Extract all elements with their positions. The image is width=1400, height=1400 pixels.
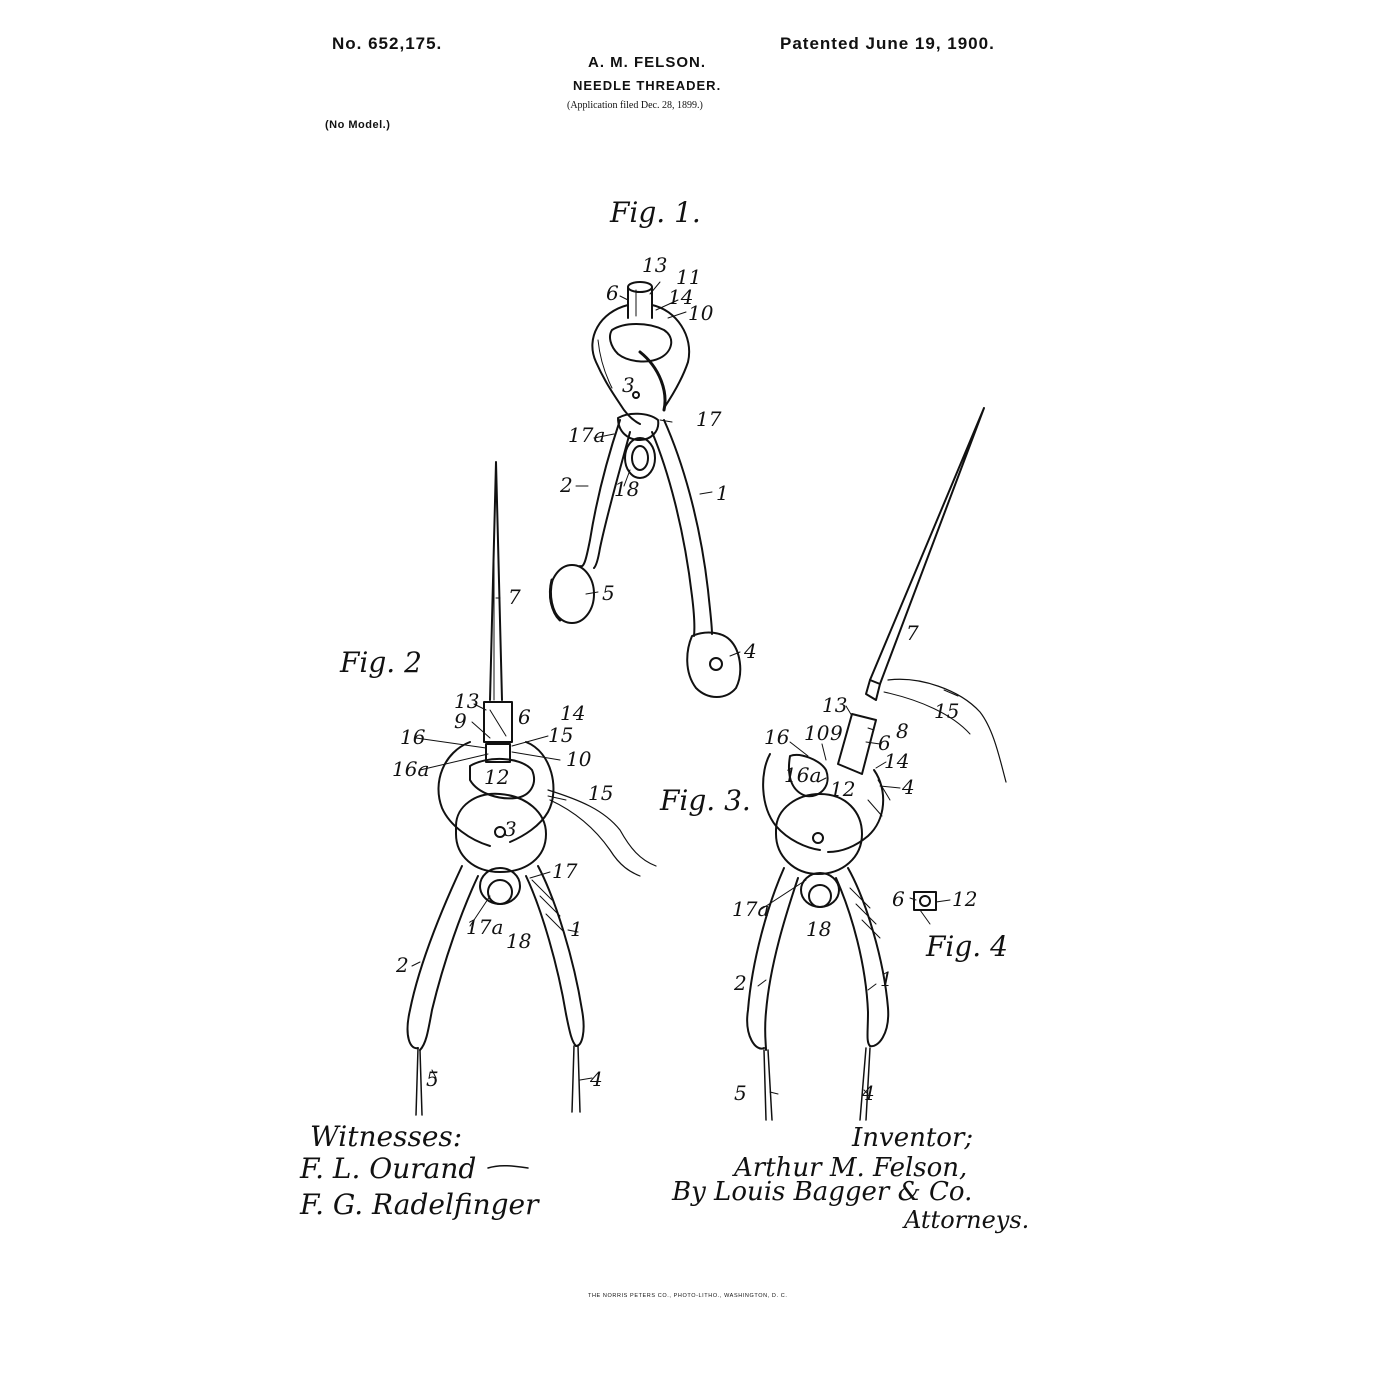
application-filed-note: (Application filed Dec. 28, 1899.) [567, 100, 703, 111]
figure-2-label: Fig. 2 [340, 646, 422, 679]
ref-6: 6 [892, 887, 905, 911]
ref-13: 13 [642, 253, 668, 277]
ref-16: 16 [400, 725, 426, 749]
attorney-signature: By Louis Bagger & Co. [672, 1177, 973, 1207]
invention-title: NEEDLE THREADER. [573, 78, 722, 93]
no-model-note: (No Model.) [325, 119, 391, 131]
ref-4: 4 [744, 639, 757, 663]
figure-3-label: Fig. 3. [660, 784, 751, 817]
ref-numerals [392, 253, 977, 1105]
ref-4: 4 [862, 1081, 875, 1105]
ref-2: 2 [734, 971, 747, 995]
figure-labels [339, 196, 1008, 963]
ref-12: 12 [830, 777, 856, 801]
inventor-signature: Arthur M. Felson, [734, 1153, 968, 1183]
ref-8: 8 [896, 719, 909, 743]
patent-number: No. 652,175. [332, 34, 443, 53]
ref-17: 17 [696, 407, 722, 431]
ref-6: 6 [606, 281, 619, 305]
patent-date: Patented June 19, 1900. [780, 34, 995, 53]
lithographer-imprint: THE NORRIS PETERS CO., PHOTO-LITHO., WASHINGTON, D. C. [588, 1293, 788, 1299]
ref-15: 15 [588, 781, 614, 805]
ref-17a: 17a [568, 423, 606, 447]
ref-15: 15 [934, 699, 960, 723]
ref-4: 4 [590, 1067, 603, 1091]
ref-10: 10 [688, 301, 714, 325]
witness-1-signature: F. L. Ourand [300, 1152, 477, 1185]
ref-7: 7 [508, 585, 521, 609]
figure-2-threader-with-needle [408, 462, 656, 1115]
witnesses-label: Witnesses: [310, 1120, 463, 1153]
ref-13: 13 [454, 689, 480, 713]
ref-4: 4 [902, 775, 915, 799]
ref-15: 15 [548, 723, 574, 747]
ref-17: 17 [552, 859, 578, 883]
ref-1: 1 [716, 481, 729, 505]
figure-4-eye-block [914, 892, 936, 924]
ref-13: 13 [822, 693, 848, 717]
attorneys-label: Attorneys. [904, 1206, 1030, 1234]
ref-3: 3 [622, 373, 635, 397]
ref-18: 18 [614, 477, 640, 501]
ref-5: 5 [426, 1067, 439, 1091]
figure-1-threader-open [550, 282, 740, 697]
ref-3: 3 [504, 817, 517, 841]
ref-9: 9 [830, 721, 843, 745]
ref-1: 1 [880, 967, 893, 991]
ref-7: 7 [906, 621, 919, 645]
inventor-header: A. M. FELSON. [588, 54, 706, 71]
ref-10: 10 [804, 721, 830, 745]
ref-18: 18 [506, 929, 532, 953]
witness-2-signature: F. G. Radelfinger [300, 1188, 539, 1221]
ref-16a: 16a [392, 757, 430, 781]
ref-18: 18 [806, 917, 832, 941]
ref-5: 5 [734, 1081, 747, 1105]
ref-11: 11 [676, 265, 702, 289]
ref-12: 12 [952, 887, 978, 911]
signature-flourish [488, 1166, 528, 1168]
signatures [299, 1120, 1029, 1234]
ref-6: 6 [518, 705, 531, 729]
ref-14: 14 [884, 749, 910, 773]
ref-14: 14 [560, 701, 586, 725]
inventor-label: Inventor; [852, 1123, 974, 1153]
figure-1-label: Fig. 1. [610, 196, 701, 229]
ref-2: 2 [396, 953, 409, 977]
ref-10: 10 [566, 747, 592, 771]
ref-2: 2 [560, 473, 573, 497]
ref-17a: 17a [466, 915, 504, 939]
ref-6: 6 [878, 731, 891, 755]
ref-9: 9 [454, 709, 467, 733]
ref-12: 12 [484, 765, 510, 789]
ref-16a: 16a [784, 763, 822, 787]
ref-1: 1 [570, 917, 583, 941]
ref-14: 14 [668, 285, 694, 309]
ref-5: 5 [602, 581, 615, 605]
figure-4-label: Fig. 4 [926, 930, 1008, 963]
ref-17a: 17a [732, 897, 770, 921]
ref-16: 16 [764, 725, 790, 749]
